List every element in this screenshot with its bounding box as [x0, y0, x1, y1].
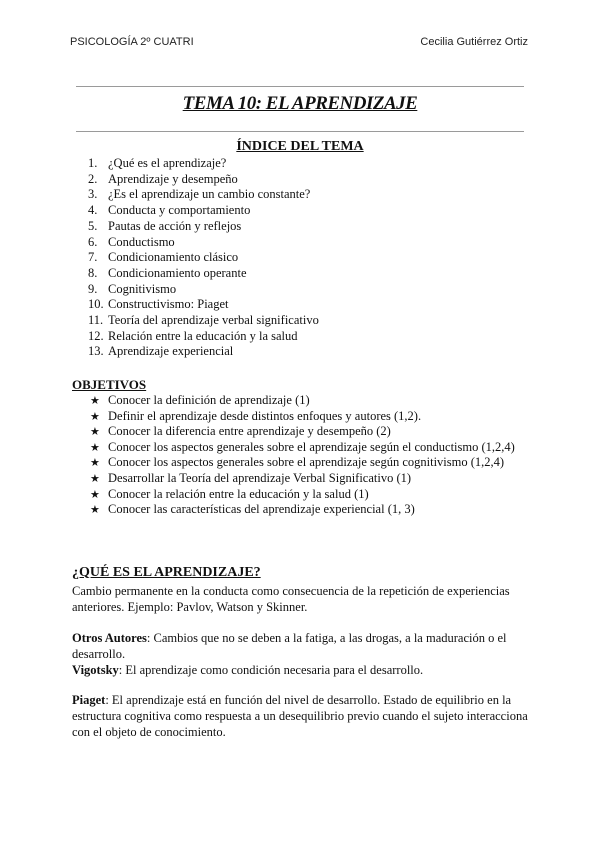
vigotsky-label: Vigotsky: [72, 663, 119, 677]
star-icon: ★: [90, 394, 100, 407]
index-item: 7. Condicionamiento clásico: [88, 250, 239, 265]
other-authors-label: Otros Autores: [72, 631, 147, 645]
section-title: ¿QUÉ ES EL APRENDIZAJE?: [72, 565, 261, 580]
index-title: ÍNDICE DEL TEMA: [236, 139, 364, 154]
index-item: 4. Conducta y comportamiento: [88, 203, 251, 218]
index-item: 11. Teoría del aprendizaje verbal significativo: [88, 313, 319, 328]
index-item: 3. ¿Es el aprendizaje un cambio constante?: [88, 187, 311, 202]
header-author: Cecilia Gutiérrez Ortiz: [420, 36, 528, 48]
definition-paragraph: Cambio permanente en la conducta como consecuencia de la repetición de experiencias anteriores. Ejemplo: Pavlov, Watson y Skinner.: [72, 584, 510, 614]
index-item: 10. Constructivismo: Piaget: [88, 297, 229, 312]
objectives-title: OBJETIVOS: [72, 377, 147, 392]
objective-item: ★ Conocer la diferencia entre aprendizaje y desempeño (2): [90, 424, 391, 439]
index-item: 6. Conductismo: [88, 234, 175, 249]
objective-item: ★ Conocer las características del aprendizaje experiencial (1, 3): [90, 502, 415, 517]
objective-item: ★ Conocer la definición de aprendizaje (1): [90, 393, 310, 407]
index-item: 9. Cognitivismo: [88, 281, 177, 296]
objective-item: ★ Conocer los aspectos generales sobre el aprendizaje según el conductismo (1,2,4): [90, 439, 515, 454]
objective-item: ★ Conocer la relación entre la educación y la salud (1): [90, 486, 369, 501]
divider-top: [76, 86, 524, 87]
index-item: 5. Pautas de acción y reflejos: [88, 218, 242, 233]
objectives-list: [90, 393, 530, 518]
star-icon: ★: [90, 440, 100, 454]
index-item: 12. Relación entre la educación y la salud: [88, 328, 298, 343]
star-icon: ★: [90, 456, 100, 470]
vigotsky-paragraph: Vigotsky: El aprendizaje como condición necesaria para el desarrollo.: [72, 663, 424, 677]
index-item: 8. Condicionamiento operante: [88, 265, 247, 280]
page-header: [70, 36, 528, 48]
objective-item: ★ Desarrollar la Teoría del aprendizaje Verbal Significativo (1): [90, 470, 412, 485]
document-title: TEMA 10: EL APRENDIZAJE: [182, 93, 418, 114]
star-icon: ★: [90, 471, 100, 485]
star-icon: ★: [90, 503, 100, 517]
index-item: 2. Aprendizaje y desempeño: [88, 171, 238, 186]
other-authors-paragraph: Otros Autores: Cambios que no se deben a la fatiga, a las drogas, a la maduración o el desarrollo.: [72, 631, 507, 661]
star-icon: ★: [90, 425, 100, 439]
piaget-label: Piaget: [72, 693, 106, 707]
star-icon: ★: [90, 409, 100, 423]
divider-bottom: [76, 131, 524, 132]
index-item: 13. Aprendizaje experiencial: [88, 344, 234, 359]
objective-item: ★ Definir el aprendizaje desde distintos enfoques y autores (1,2).: [90, 408, 422, 423]
star-icon: ★: [90, 487, 100, 501]
piaget-paragraph: Piaget: El aprendizaje está en función del nivel de desarrollo. Estado de equilibrio en la estructura cognitiva como respuesta a un desequilibrio previo cuando el sujeto interacciona con el objeto de conocimiento.: [72, 693, 528, 739]
index-list: [88, 156, 319, 360]
objective-item: ★ Conocer los aspectos generales sobre el aprendizaje según cognitivismo (1,2,4): [90, 455, 505, 470]
index-item: 1. ¿Qué es el aprendizaje?: [88, 156, 227, 170]
header-course: PSICOLOGÍA 2º CUATRI: [70, 36, 194, 48]
